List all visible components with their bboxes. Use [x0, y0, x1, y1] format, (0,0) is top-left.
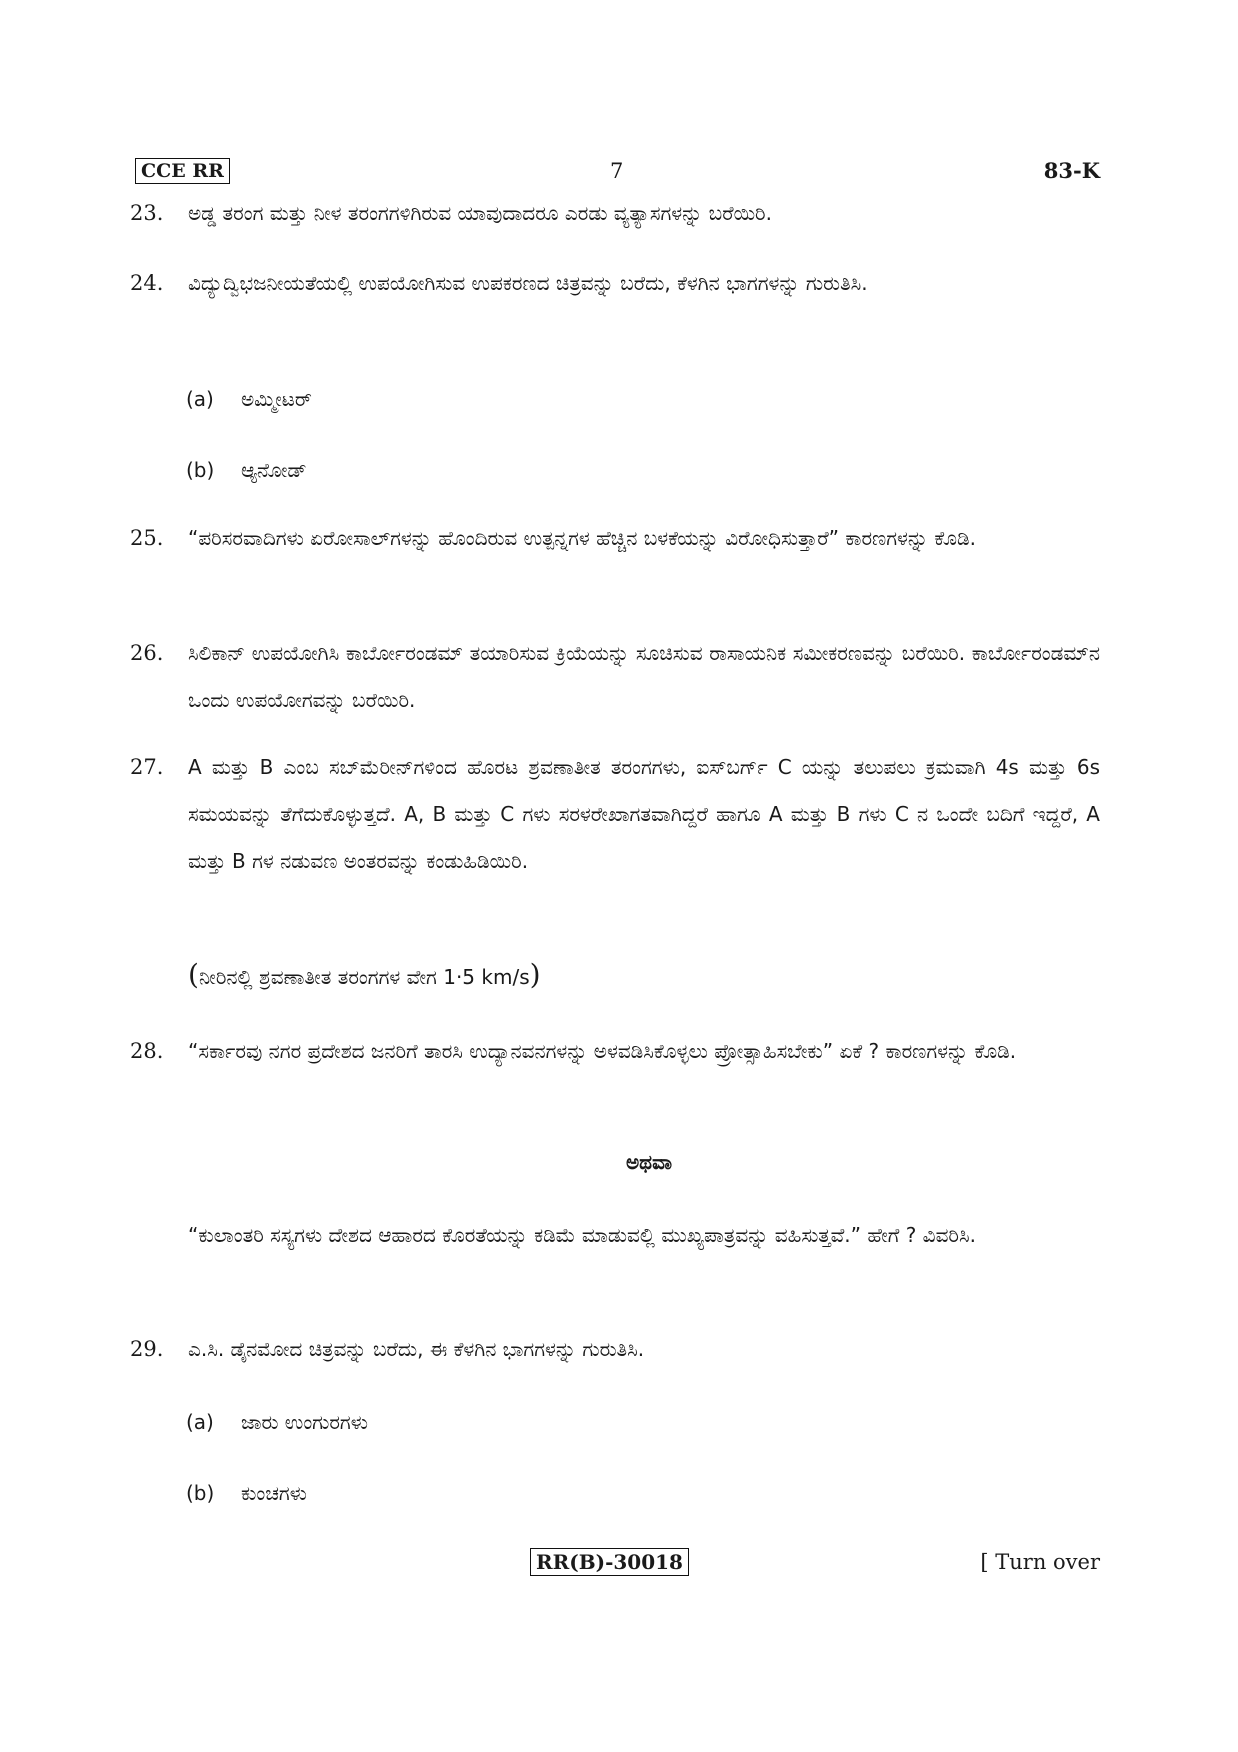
- question-28-alternative: [130, 1212, 1100, 1259]
- question-number: 27.: [130, 755, 164, 779]
- part-text: ಕುಂಚಗಳು: [241, 1481, 307, 1505]
- question-number: 24.: [130, 271, 164, 295]
- question-text: ಎ.ಸಿ. ಡೈನಮೋದ ಚಿತ್ರವನ್ನು ಬರೆದು, ಈ ಕೆಳಗಿನ ಭಾಗಗಳನ್ನು ಗುರುತಿಸಿ.: [188, 1337, 645, 1361]
- part-text: ಆ್ಯನೋಡ್: [241, 458, 307, 482]
- question-text: “ಪರಿಸರವಾದಿಗಳು ಏರೋಸಾಲ್‌ಗಳನ್ನು ಹೊಂದಿರುವ ಉತ್ಪನ್ನಗಳ ಹೆಚ್ಚಿನ ಬಳಕೆಯನ್ನು ವಿರೋಧಿಸುತ್ತಾರೆ” ಕಾರಣಗಳನ್ನು ಕೊಡಿ.: [188, 526, 976, 550]
- part-label: (a): [186, 1410, 214, 1434]
- question-text: A ಮತ್ತು B ಎಂಬ ಸಬ್‌ಮೆರೀನ್‌ಗಳಿಂದ ಹೊರಟ ಶ್ರವಣಾತೀತ ತರಂಗಗಳು, ಐಸ್‌ಬರ್ಗ್ C ಯನ್ನು ತಲುಪಲು ಕ್ರಮವಾಗಿ 4s ಮತ್ತು 6s ಸಮಯವನ್ನು ತೆಗೆದುಕೊಳ್ಳುತ್ತದೆ. A, B ಮತ್ತು C ಗಳು ಸರಳರೇಖಾಗತವಾಗಿದ್ದರೆ ಹಾಗೂ A ಮತ್ತು B ಗಳು C ನ ಒಂದೇ ಬದಿಗೆ ಇದ್ದರೆ, A ಮತ್ತು B ಗಳ ನಡುವಣ ಅಂತರವನ್ನು ಕಂಡುಹಿಡಿಯಿರಿ.: [188, 755, 1100, 873]
- question-number: 29.: [130, 1337, 164, 1361]
- question-number: 26.: [130, 641, 164, 665]
- question-26: [130, 630, 1100, 724]
- question-text: ಅಡ್ಡ ತರಂಗ ಮತ್ತು ನೀಳ ತರಂಗಗಳಿಗಿರುವ ಯಾವುದಾದರೂ ಎರಡು ವ್ಯತ್ಯಾಸಗಳನ್ನು ಬರೆಯಿರಿ.: [188, 201, 772, 225]
- page-header: [135, 158, 1100, 188]
- part-label: (b): [186, 1481, 215, 1505]
- note-text: ನೀರಿನಲ್ಲಿ ಶ್ರವಣಾತೀತ ತರಂಗಗಳ ವೇಗ 1·5 km/s: [198, 965, 530, 989]
- question-27: [130, 744, 1100, 885]
- question-number: 25.: [130, 526, 164, 550]
- question-text: ವಿದ್ಯುದ್ವಿಭಜನೀಯತೆಯಲ್ಲಿ ಉಪಯೋಗಿಸುವ ಉಪಕರಣದ ಚಿತ್ರವನ್ನು ಬರೆದು, ಕೆಳಗಿನ ಭಾಗಗಳನ್ನು ಗುರುತಿಸಿ.: [188, 271, 868, 295]
- part-label: (b): [186, 458, 215, 482]
- question-number: 23.: [130, 201, 164, 225]
- part-label: (a): [186, 387, 214, 411]
- question-number: 28.: [130, 1039, 164, 1063]
- part-text: ಜಾರು ಉಂಗುರಗಳು: [241, 1410, 368, 1434]
- page-number: 7: [610, 159, 624, 183]
- question-29-part-b: [186, 1478, 307, 1508]
- question-29-part-a: [186, 1407, 368, 1437]
- question-text: ಸಿಲಿಕಾನ್ ಉಪಯೋಗಿಸಿ ಕಾರ್ಬೋರಂಡಮ್ ತಯಾರಿಸುವ ಕ್ರಿಯೆಯನ್ನು ಸೂಚಿಸುವ ರಾಸಾಯನಿಕ ಸಮೀಕರಣವನ್ನು ಬರೆಯಿರಿ. ಕಾರ್ಬೋರಂಡಮ್‌ನ ಒಂದು ಉಪಯೋಗವನ್ನು ಬರೆಯಿರಿ.: [188, 641, 1100, 712]
- question-24-part-a: [186, 384, 312, 414]
- part-text: ಅಮ್ಮೀಟರ್: [241, 387, 312, 411]
- footer-code: RR(B)-30018: [530, 1548, 689, 1576]
- question-27-note: (ನೀರಿನಲ್ಲಿ ಶ್ರವಣಾತೀತ ತರಂಗಗಳ ವೇಗ 1·5 km/s): [188, 958, 541, 991]
- or-separator: ಅಥವಾ: [626, 1150, 672, 1174]
- alternative-text: “ಕುಲಾಂತರಿ ಸಸ್ಯಗಳು ದೇಶದ ಆಹಾರದ ಕೊರತೆಯನ್ನು ಕಡಿಮೆ ಮಾಡುವಲ್ಲಿ ಮುಖ್ಯಪಾತ್ರವನ್ನು ವಹಿಸುತ್ತವೆ.” ಹೇಗೆ ? ವಿವರಿಸಿ.: [188, 1223, 976, 1247]
- question-text: “ಸರ್ಕಾರವು ನಗರ ಪ್ರದೇಶದ ಜನರಿಗೆ ತಾರಸಿ ಉದ್ಯಾನವನಗಳನ್ನು ಅಳವಡಿಸಿಕೊಳ್ಳಲು ಪ್ರೋತ್ಸಾಹಿಸಬೇಕು” ಏಕೆ ? ಕಾರಣಗಳನ್ನು ಕೊಡಿ.: [188, 1039, 1017, 1063]
- header-right-code: 83-K: [1043, 158, 1100, 183]
- question-24-part-b: [186, 455, 307, 485]
- page-footer: [530, 1548, 689, 1576]
- header-left-code: CCE RR: [135, 158, 230, 184]
- question-28: [130, 1028, 1100, 1075]
- question-25: [130, 515, 1100, 562]
- question-24: [130, 260, 1100, 307]
- question-29: [130, 1326, 1100, 1373]
- turn-over-label: [ Turn over: [980, 1550, 1100, 1574]
- question-23: [130, 190, 1100, 237]
